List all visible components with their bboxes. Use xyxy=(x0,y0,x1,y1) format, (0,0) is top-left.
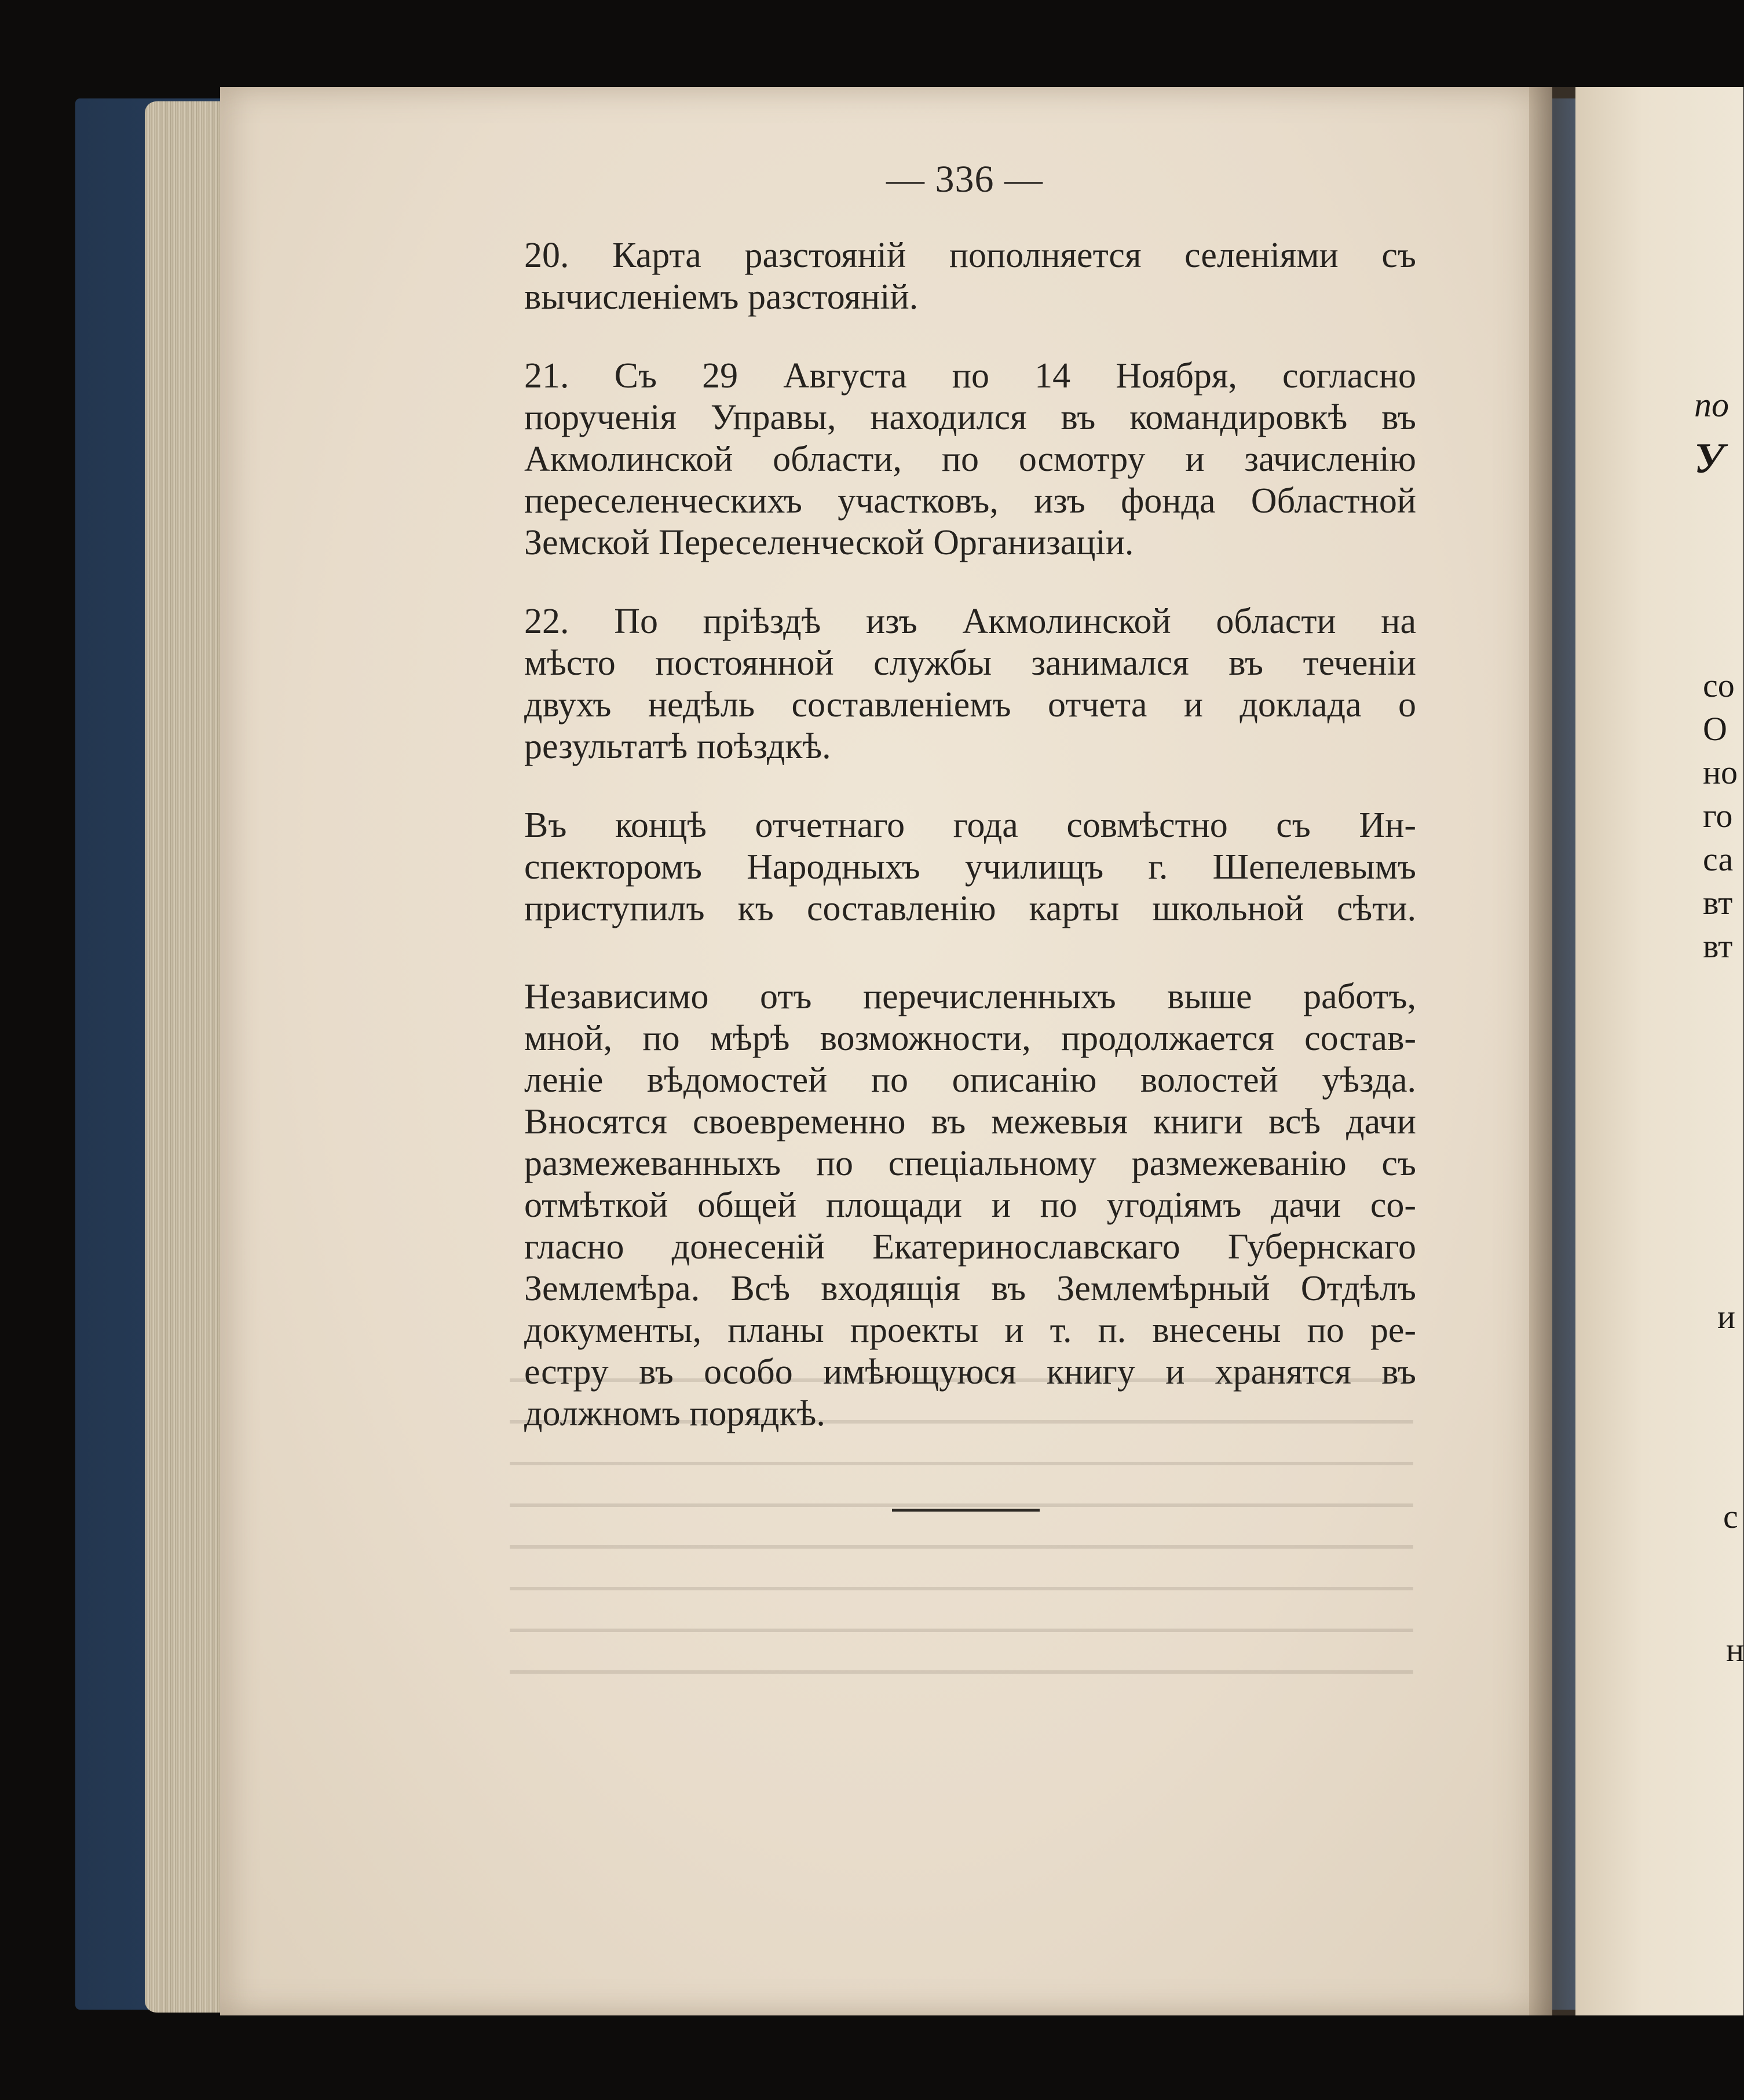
gutter xyxy=(1529,87,1581,2015)
section-rule xyxy=(892,1509,1040,1512)
text-line: результатѣ поѣздкѣ. xyxy=(524,727,831,766)
paragraph-22 xyxy=(524,601,1416,767)
text-line: 22. По пріѣздѣ изъ Акмолинской области на xyxy=(524,602,1416,641)
right-page-fragment: У xyxy=(1694,435,1724,482)
right-page-fragment: н xyxy=(1726,1631,1744,1669)
right-page-fragment: вт xyxy=(1703,884,1733,921)
right-page-fragment: О xyxy=(1703,710,1727,748)
text-line: леніе вѣдомостей по описанію волостей уѣзда. xyxy=(524,1060,1416,1100)
text-line: Акмолинской области, по осмотру и зачисленію xyxy=(524,440,1416,479)
text-line: мной, по мѣрѣ возможности, продолжается состав- xyxy=(524,1019,1416,1058)
page-text xyxy=(524,235,1416,1435)
text-line: документы, планы проекты и т. п. внесены по ре- xyxy=(524,1311,1416,1350)
text-line: должномъ порядкѣ. xyxy=(524,1394,825,1433)
text-line: спекторомъ Народныхъ училищъ г. Шепелевымъ xyxy=(524,847,1416,887)
text-line: размежеванныхъ по спеціальному размежеванію съ xyxy=(524,1144,1416,1183)
right-page-fragment: по xyxy=(1694,386,1729,424)
right-page-fragment: но xyxy=(1703,753,1738,791)
paragraph-school-map xyxy=(524,804,1416,930)
text-line: порученія Управы, находился въ командировкѣ въ xyxy=(524,398,1416,437)
text-line: Вносятся своевременно въ межевыя книги всѣ дачи xyxy=(524,1102,1416,1142)
right-page-fragment: со xyxy=(1703,667,1735,704)
text-line: приступилъ къ составленію карты школьной сѣти. xyxy=(524,889,1416,928)
text-line: Земской Переселенческой Организаціи. xyxy=(524,523,1134,562)
text-line: переселенческихъ участковъ, изъ фонда Областной xyxy=(524,481,1416,521)
right-page-fragment: са xyxy=(1703,840,1734,878)
text-line: 21. Съ 29 Августа по 14 Ноября, согласно xyxy=(524,356,1416,396)
right-page xyxy=(1575,87,1743,2015)
right-page-fragment: с xyxy=(1723,1498,1738,1535)
text-line: мѣсто постоянной службы занимался въ теченіи xyxy=(524,643,1416,683)
text-line: вычисленіемъ разстояній. xyxy=(524,277,919,317)
text-line: естру въ особо имѣющуюся книгу и хранятся въ xyxy=(524,1352,1416,1392)
text-line: 20. Карта разстояній пополняется селеніями съ xyxy=(524,236,1416,275)
text-line: Независимо отъ перечисленныхъ выше работъ, xyxy=(524,977,1416,1016)
page-number: — 336 — xyxy=(886,158,1043,200)
text-line: Въ концѣ отчетнаго года совмѣстно съ Ин- xyxy=(524,806,1416,845)
paragraph-21 xyxy=(524,355,1416,564)
text-line: двухъ недѣль составленіемъ отчета и доклада о xyxy=(524,685,1416,725)
text-line: Землемѣра. Всѣ входящія въ Землемѣрный Отдѣлъ xyxy=(524,1269,1416,1308)
paragraph-other-work xyxy=(524,976,1416,1435)
text-line: гласно донесеній Екатеринославскаго Губернскаго xyxy=(524,1227,1416,1267)
text-line: отмѣткой общей площади и по угодіямъ дачи со- xyxy=(524,1186,1416,1225)
right-page-fragment: и xyxy=(1717,1298,1736,1336)
right-page-fragment: го xyxy=(1703,797,1733,835)
paragraph-20 xyxy=(524,235,1416,318)
right-page-fragment: вт xyxy=(1703,927,1733,965)
